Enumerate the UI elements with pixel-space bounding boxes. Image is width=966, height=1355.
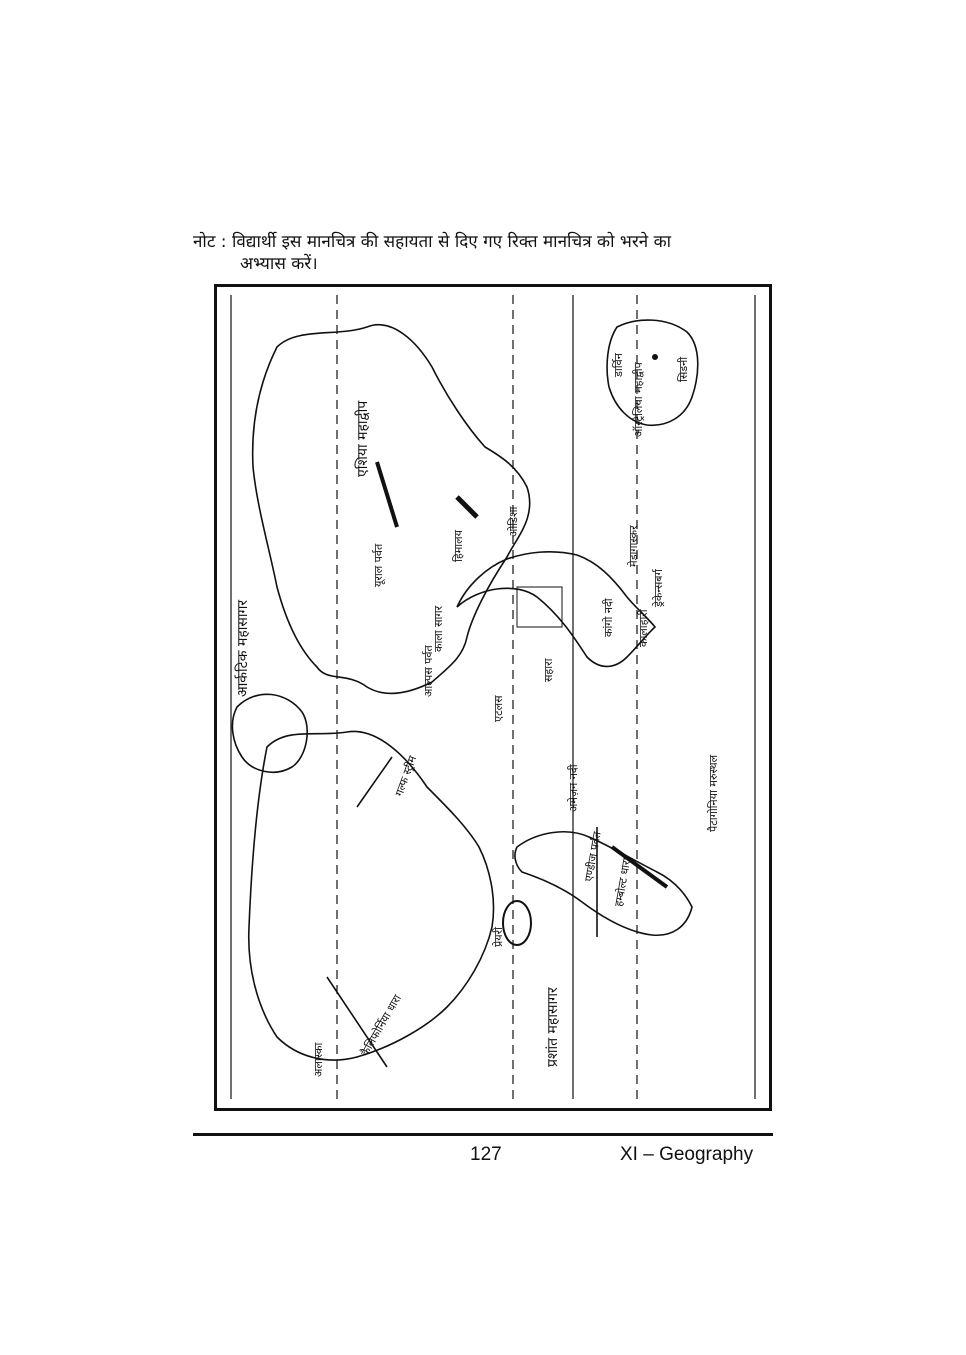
label-darwin: डार्विन bbox=[612, 353, 625, 377]
label-pacific-ocean: प्रशांत महासागर bbox=[545, 987, 561, 1067]
sahara-hatch bbox=[517, 587, 562, 627]
note-line-1: नोट : विद्यार्थी इस मानचित्र की सहायता से दिए गए रिक्त मानचित्र को भरने का bbox=[193, 232, 672, 252]
world-map bbox=[214, 284, 772, 1111]
label-australia: ऑस्ट्रेलिया महाद्वीप bbox=[632, 362, 645, 437]
sydney-dot bbox=[652, 354, 658, 360]
label-alps: आल्पस पर्वत bbox=[422, 645, 435, 697]
label-arctic-ocean: आर्कटिक महासागर bbox=[235, 599, 251, 697]
label-gulf-stream: गल्फ स्ट्रीम bbox=[392, 753, 420, 799]
ural-range bbox=[377, 462, 397, 527]
label-sydney: सिडनी bbox=[677, 356, 690, 382]
subject-label: XI – Geography bbox=[620, 1144, 754, 1165]
label-atlas: एटलस bbox=[492, 695, 505, 722]
note-line-2: अभ्यास करें। bbox=[240, 254, 318, 274]
page-number: 127 bbox=[470, 1144, 502, 1165]
label-drakensberg: ड्रेकेन्सबर्ग bbox=[652, 569, 665, 607]
footer-rule bbox=[193, 1133, 773, 1136]
label-alaska: अलास्का bbox=[312, 1042, 325, 1077]
himalaya-range bbox=[457, 497, 477, 517]
label-madagascar: मेडागास्कर bbox=[627, 525, 640, 567]
north-america-coastline bbox=[249, 731, 494, 1060]
label-humboldt: हम्बोल्ट धारा bbox=[612, 856, 634, 908]
world-map-drawing bbox=[217, 287, 769, 1108]
label-kalahari: कालाहारी bbox=[637, 609, 650, 647]
label-black-sea: काला सागर bbox=[432, 605, 445, 652]
label-amazon: अमेज़न नदी bbox=[567, 764, 580, 812]
label-himalaya: हिमालय bbox=[452, 530, 465, 562]
label-odisha: ओडिशा bbox=[507, 506, 520, 537]
label-andes: एण्डीज पर्वत bbox=[582, 830, 604, 883]
label-congo: कांगो नदी bbox=[602, 598, 615, 637]
africa-coastline bbox=[457, 552, 655, 667]
gulf-stream-arrow bbox=[357, 757, 392, 807]
label-prairie: प्रेयरी bbox=[492, 927, 505, 947]
label-asia: एशिया महाद्वीप bbox=[355, 400, 371, 477]
greenland-coastline bbox=[232, 694, 307, 772]
label-sahara: सहारा bbox=[542, 658, 555, 682]
instruction-note bbox=[193, 231, 783, 275]
label-patagonia: पैटागोनिया मरुस्थल bbox=[707, 754, 720, 832]
label-ural: यूराल पर्वत bbox=[372, 543, 385, 587]
prairie-hatch bbox=[503, 901, 531, 945]
label-california-current: कैलिफोर्निया धारा bbox=[358, 992, 404, 1059]
